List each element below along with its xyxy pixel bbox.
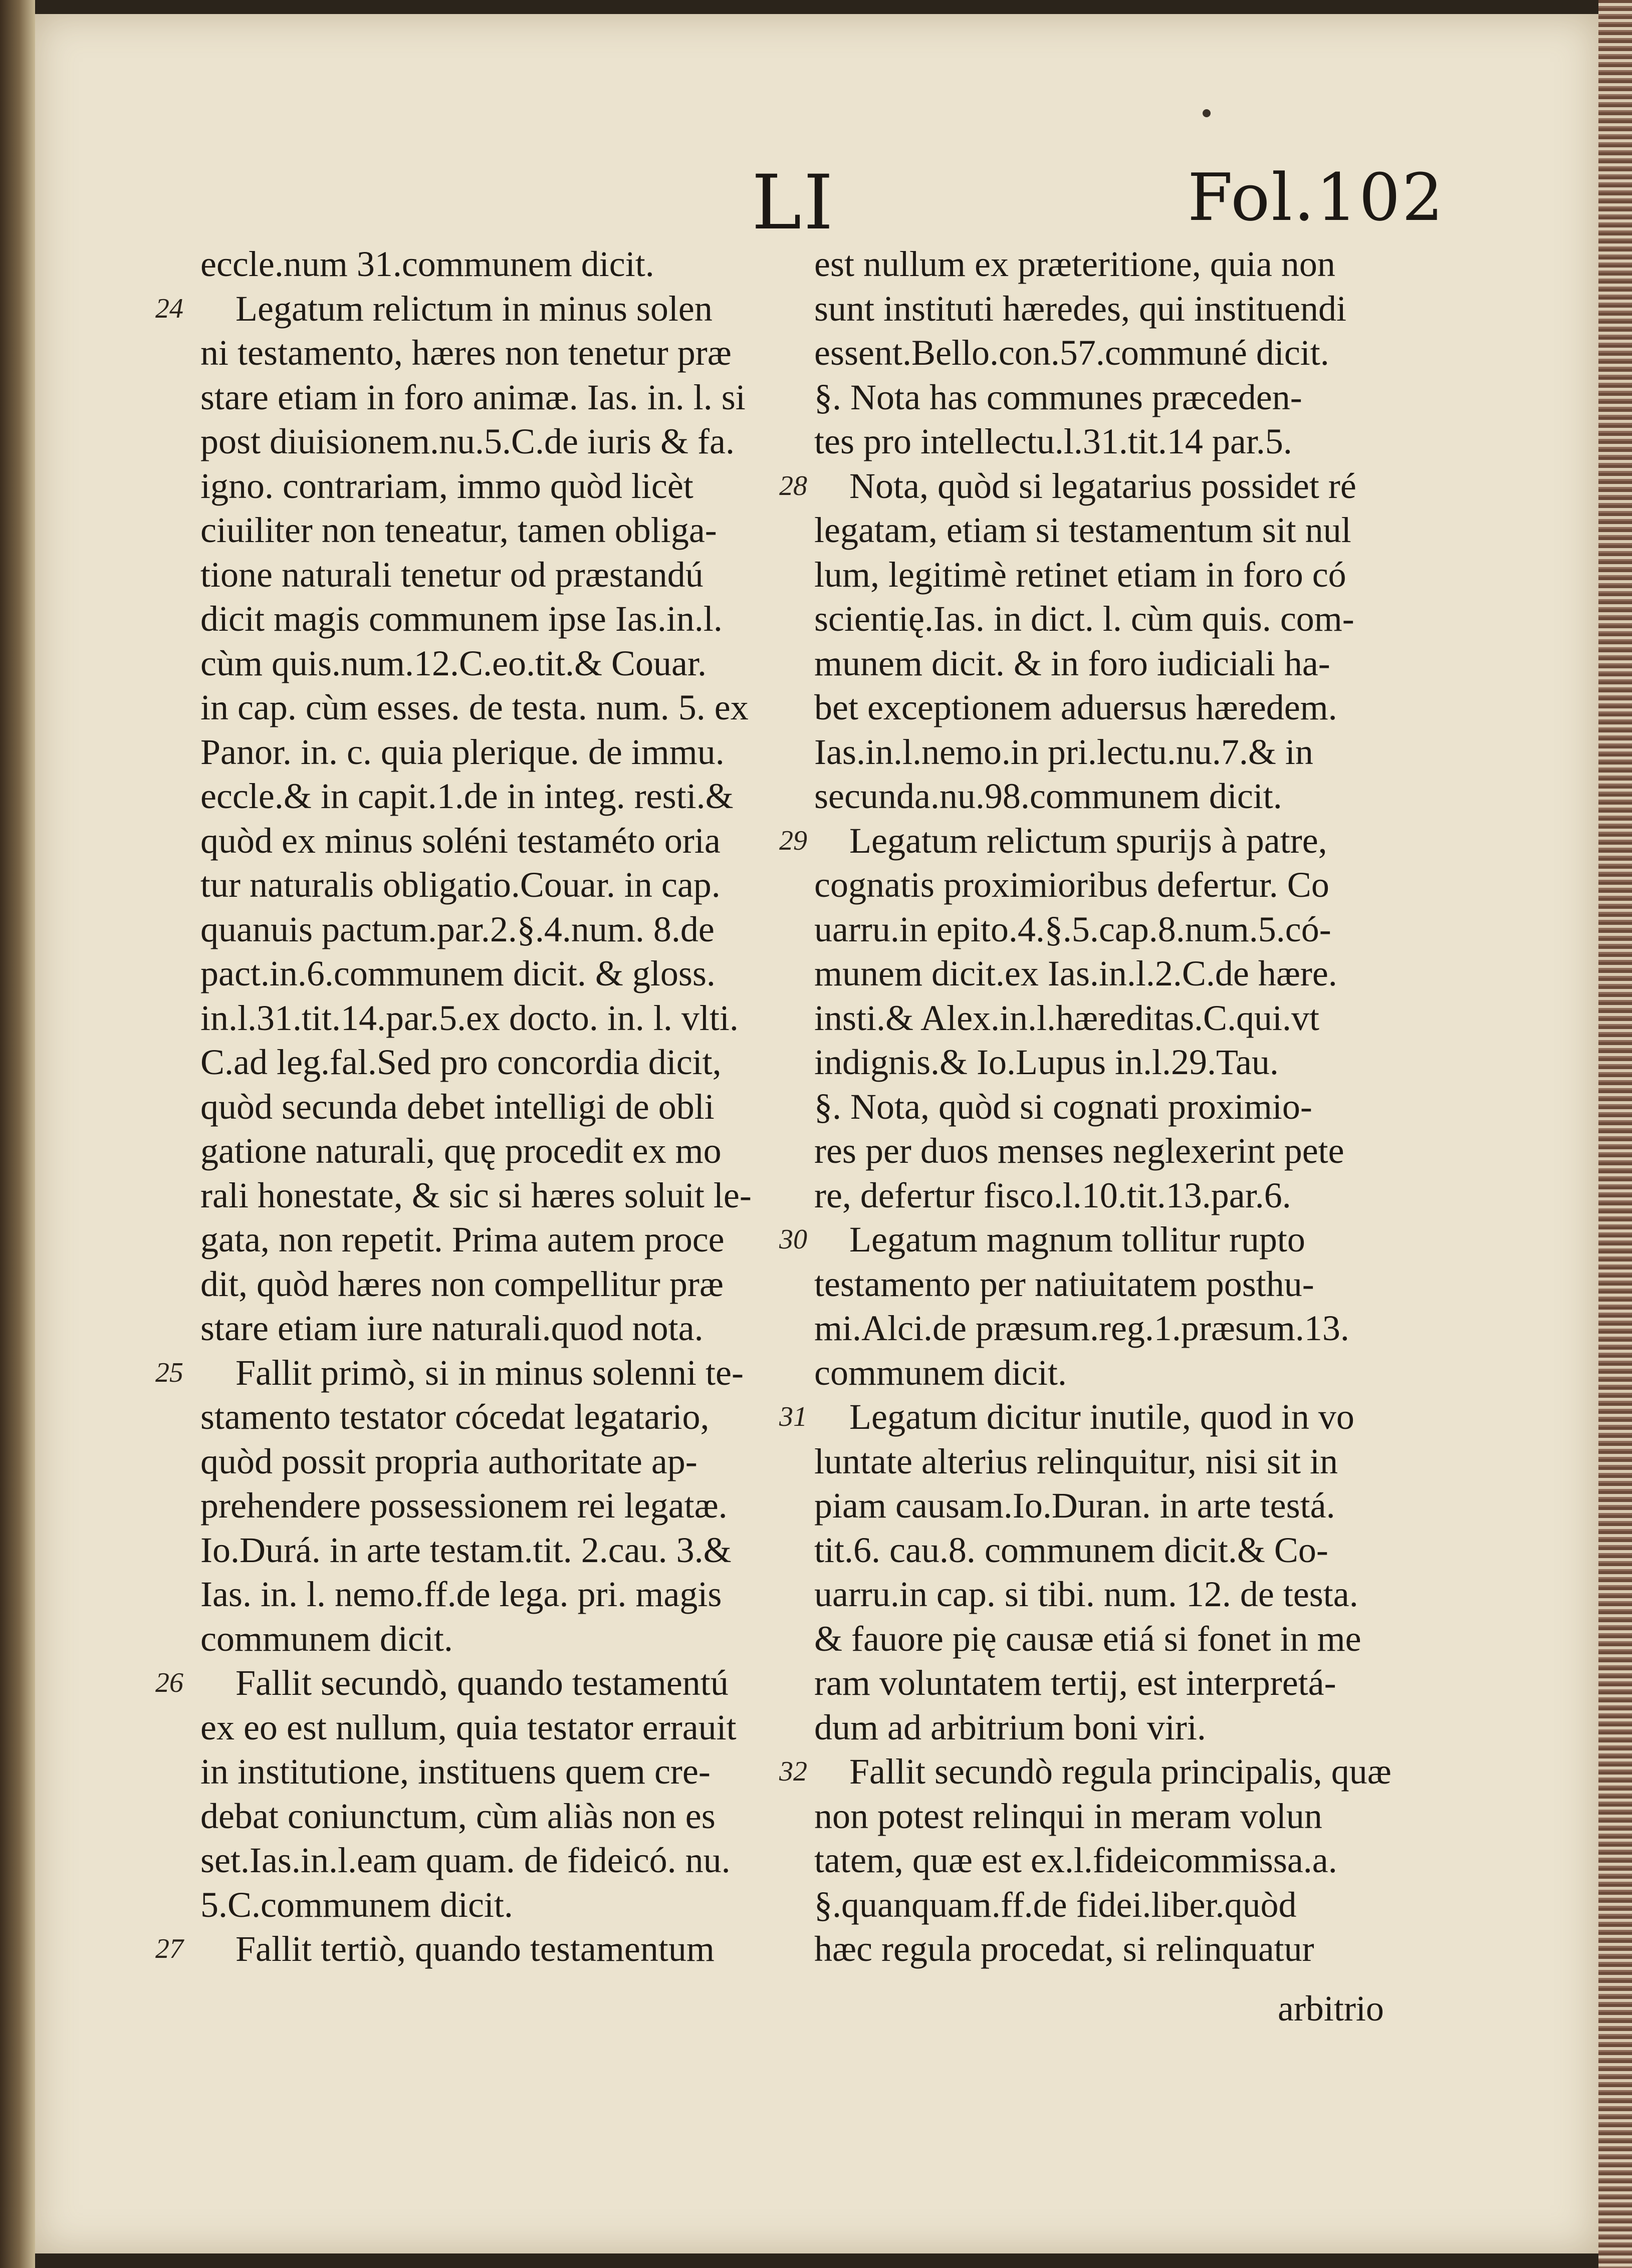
paragraph-number: 28: [779, 470, 807, 501]
text-line: [200, 819, 787, 863]
left-text-column: [155, 242, 787, 1971]
text-line: [779, 1395, 1401, 1439]
line-text: piam causam.Io.Duran. in arte testá.: [814, 1485, 1335, 1526]
line-text: prehendere possessionem rei legatæ.: [200, 1485, 728, 1526]
text-line: [814, 1528, 1401, 1573]
catchword: arbitrio: [1278, 1988, 1384, 2029]
line-text: res per duos menses neglexerint pete: [814, 1131, 1344, 1171]
line-text: stare etiam in foro animæ. Ias. in. l. si: [200, 377, 746, 417]
text-line: [200, 1262, 787, 1307]
line-text: & fauore pię causæ etiá si fonet in me: [814, 1618, 1361, 1659]
text-line: [200, 375, 787, 420]
text-line: [814, 553, 1401, 597]
text-line: [814, 1085, 1401, 1129]
line-text: tione naturali tenetur od præstandú: [200, 554, 704, 595]
text-line: [200, 907, 787, 952]
text-line: [814, 1040, 1401, 1085]
line-text: Fallit secundò, quando testamentú: [236, 1663, 729, 1703]
folio-number: Fol.102: [1188, 159, 1445, 235]
line-text: uarru.in epito.4.§.5.cap.8.num.5.có-: [814, 909, 1331, 949]
line-text: quòd ex minus soléni testaméto oria: [200, 820, 721, 861]
text-line: [814, 1262, 1401, 1307]
line-text: in cap. cùm esses. de testa. num. 5. ex: [200, 687, 749, 727]
text-line: [200, 1306, 787, 1351]
text-line: [200, 1572, 787, 1617]
line-text: post diuisionem.nu.5.C.de iuris & fa.: [200, 421, 735, 461]
book-spine-edge: [0, 0, 35, 2268]
line-text: re, defertur fisco.l.10.tit.13.par.6.: [814, 1175, 1291, 1215]
line-text: dicit magis communem ipse Ias.in.l.: [200, 599, 723, 639]
line-text: ex eo est nullum, quia testator errauit: [200, 1707, 737, 1747]
line-text: stamento testator cócedat legatario,: [200, 1397, 710, 1437]
line-text: non potest relinqui in meram volun: [814, 1796, 1322, 1836]
line-text: secunda.nu.98.communem dicit.: [814, 776, 1282, 816]
line-text: in.l.31.tit.14.par.5.ex docto. in. l. vlti.: [200, 997, 739, 1038]
text-line: [814, 907, 1401, 952]
line-text: Fallit tertiò, quando testamentum: [236, 1929, 715, 1969]
ink-dot: [1203, 109, 1211, 117]
text-line: [779, 819, 1401, 863]
line-text: Panor. in. c. quia plerique. de immu.: [200, 731, 725, 772]
line-text: scientię.Ias. in dict. l. cùm quis. com-: [814, 599, 1354, 639]
text-line: [200, 641, 787, 686]
text-line: [200, 863, 787, 907]
text-line: [814, 597, 1401, 641]
line-text: cùm quis.num.12.C.eo.tit.& Couar.: [200, 643, 707, 683]
line-text: cognatis proximioribus defertur. Co: [814, 865, 1329, 905]
text-line: [779, 464, 1401, 509]
text-line: [200, 1040, 787, 1085]
text-line: [200, 242, 787, 287]
text-line: [814, 1838, 1401, 1883]
text-line: [814, 287, 1401, 331]
text-line: [200, 331, 787, 375]
text-line: [200, 1173, 787, 1218]
line-text: quanuis pactum.par.2.§.4.num. 8.de: [200, 909, 715, 949]
text-line: [200, 951, 787, 996]
line-text: igno. contrariam, immo quòd licèt: [200, 465, 693, 506]
line-text: est nullum ex præteritione, quia non: [814, 244, 1335, 284]
line-text: tatem, quæ est ex.l.fideicommissa.a.: [814, 1840, 1337, 1880]
line-text: Fallit secundò regula principalis, quæ: [849, 1751, 1391, 1792]
line-text: §. Nota, quòd si cognati proximio-: [814, 1086, 1312, 1127]
line-text: Io.Durá. in arte testam.tit. 2.cau. 3.&: [200, 1530, 732, 1570]
right-text-column: [779, 242, 1401, 1971]
text-line: [814, 1129, 1401, 1173]
text-line: [814, 951, 1401, 996]
text-line: [814, 1351, 1401, 1395]
line-text: pact.in.6.communem dicit. & gloss.: [200, 953, 716, 993]
text-line: [814, 1661, 1401, 1705]
paragraph-number: 30: [779, 1224, 807, 1255]
line-text: lum, legitimè retinet etiam in foro có: [814, 554, 1346, 595]
text-line: [814, 242, 1401, 287]
line-text: tur naturalis obligatio.Couar. in cap.: [200, 865, 721, 905]
line-text: legatam, etiam si testamentum sit nul: [814, 510, 1351, 550]
text-line: [200, 774, 787, 819]
line-text: §.quanquam.ff.de fidei.liber.quòd: [814, 1884, 1297, 1925]
line-text: testamento per natiuitatem posthu-: [814, 1264, 1314, 1304]
text-line: [814, 730, 1401, 775]
text-line: [814, 1927, 1401, 1971]
line-text: dum ad arbitrium boni viri.: [814, 1707, 1206, 1747]
paragraph-number: 27: [155, 1933, 183, 1964]
text-line: [814, 1705, 1401, 1750]
running-head: LI: [752, 159, 835, 246]
text-line: [200, 996, 787, 1041]
line-text: rali honestate, & sic si hæres soluit le-: [200, 1175, 752, 1215]
line-text: in institutione, instituens quem cre-: [200, 1751, 711, 1792]
page-fore-edge: [1598, 0, 1632, 2268]
line-text: Ias. in. l. nemo.ff.de lega. pri. magis: [200, 1574, 722, 1614]
line-text: insti.& Alex.in.l.hæreditas.C.qui.vt: [814, 997, 1319, 1038]
text-line: [200, 730, 787, 775]
text-line: [814, 1617, 1401, 1661]
paragraph-number: 26: [155, 1667, 183, 1698]
text-line: [200, 1217, 787, 1262]
line-text: gatione naturali, quę procedit ex mo: [200, 1131, 722, 1171]
line-text: indignis.& Io.Lupus in.l.29.Tau.: [814, 1042, 1279, 1082]
text-line: [200, 1838, 787, 1883]
line-text: ciuiliter non teneatur, tamen obliga-: [200, 510, 717, 550]
line-text: quòd secunda debet intelligi de obli: [200, 1086, 715, 1127]
text-line: [814, 1306, 1401, 1351]
line-text: eccle.num 31.communem dicit.: [200, 244, 654, 284]
text-line: [779, 1749, 1401, 1794]
text-line: [200, 1794, 787, 1839]
line-text: luntate alterius relinquitur, nisi sit in: [814, 1441, 1338, 1481]
text-line: [200, 685, 787, 730]
line-text: bet exceptionem aduersus hæredem.: [814, 687, 1337, 727]
line-text: set.Ias.in.l.eam quam. de fideicó. nu.: [200, 1840, 731, 1880]
text-line: [814, 419, 1401, 464]
text-line: [814, 1794, 1401, 1839]
text-line: [200, 464, 787, 509]
line-text: quòd possit propria authoritate ap-: [200, 1441, 697, 1481]
line-text: munem dicit.ex Ias.in.l.2.C.de hære.: [814, 953, 1337, 993]
line-text: debat coniunctum, cùm aliàs non es: [200, 1796, 716, 1836]
line-text: Ias.in.l.nemo.in pri.lectu.nu.7.& in: [814, 731, 1313, 772]
line-text: Legatum relictum in minus solen: [236, 288, 713, 329]
text-line: [200, 553, 787, 597]
text-line: [814, 863, 1401, 907]
text-line: [200, 1395, 787, 1439]
text-line: [814, 508, 1401, 553]
line-text: dit, quòd hæres non compellitur præ: [200, 1264, 724, 1304]
paragraph-number: 31: [779, 1401, 807, 1432]
line-text: §. Nota has communes præceden-: [814, 377, 1302, 417]
text-line: [200, 1129, 787, 1173]
text-line: [200, 1528, 787, 1573]
line-text: ram voluntatem tertij, est interpretá-: [814, 1663, 1336, 1703]
line-text: gata, non repetit. Prima autem proce: [200, 1219, 725, 1259]
paragraph-number: 29: [779, 825, 807, 856]
text-line: [779, 1217, 1401, 1262]
text-line: [200, 1705, 787, 1750]
line-text: C.ad leg.fal.Sed pro concordia dicit,: [200, 1042, 722, 1082]
line-text: Legatum magnum tollitur rupto: [849, 1219, 1305, 1259]
line-text: Nota, quòd si legatarius possidet ré: [849, 465, 1356, 506]
text-line: [200, 1749, 787, 1794]
text-line: [814, 1483, 1401, 1528]
text-line: [155, 1351, 787, 1395]
line-text: tes pro intellectu.l.31.tit.14 par.5.: [814, 421, 1292, 461]
line-text: uarru.in cap. si tibi. num. 12. de testa.: [814, 1574, 1358, 1614]
text-line: [200, 1617, 787, 1661]
text-line: [814, 1173, 1401, 1218]
text-line: [200, 1883, 787, 1927]
text-line: [814, 996, 1401, 1041]
text-line: [814, 685, 1401, 730]
text-line: [814, 1439, 1401, 1484]
text-line: [200, 1439, 787, 1484]
line-text: communem dicit.: [200, 1618, 453, 1659]
text-line: [814, 331, 1401, 375]
paragraph-number: 25: [155, 1357, 183, 1388]
text-line: [200, 1483, 787, 1528]
text-line: [155, 1661, 787, 1705]
line-text: tit.6. cau.8. communem dicit.& Co-: [814, 1530, 1328, 1570]
paragraph-number: 32: [779, 1756, 807, 1787]
line-text: hæc regula procedat, si relinquatur: [814, 1929, 1314, 1969]
line-text: communem dicit.: [814, 1352, 1067, 1393]
book-page: [35, 14, 1598, 2253]
paragraph-number: 24: [155, 293, 183, 324]
line-text: Legatum relictum spurijs à patre,: [849, 820, 1327, 861]
line-text: munem dicit. & in foro iudiciali ha-: [814, 643, 1330, 683]
line-text: 5.C.communem dicit.: [200, 1884, 513, 1925]
line-text: ni testamento, hæres non tenetur præ: [200, 333, 732, 373]
line-text: Legatum dicitur inutile, quod in vo: [849, 1397, 1354, 1437]
text-line: [155, 287, 787, 331]
line-text: stare etiam iure naturali.quod nota.: [200, 1308, 704, 1348]
text-line: [814, 774, 1401, 819]
text-line: [200, 419, 787, 464]
line-text: mi.Alci.de præsum.reg.1.præsum.13.: [814, 1308, 1349, 1348]
text-line: [155, 1927, 787, 1971]
text-line: [200, 597, 787, 641]
text-line: [200, 1085, 787, 1129]
text-line: [814, 1572, 1401, 1617]
text-line: [814, 1883, 1401, 1927]
text-line: [814, 375, 1401, 420]
line-text: Fallit primò, si in minus solenni te-: [236, 1352, 744, 1393]
line-text: sunt instituti hæredes, qui instituendi: [814, 288, 1346, 329]
line-text: essent.Bello.con.57.communé dicit.: [814, 333, 1329, 373]
text-line: [200, 508, 787, 553]
text-line: [814, 641, 1401, 686]
line-text: eccle.& in capit.1.de in integ. resti.&: [200, 776, 734, 816]
